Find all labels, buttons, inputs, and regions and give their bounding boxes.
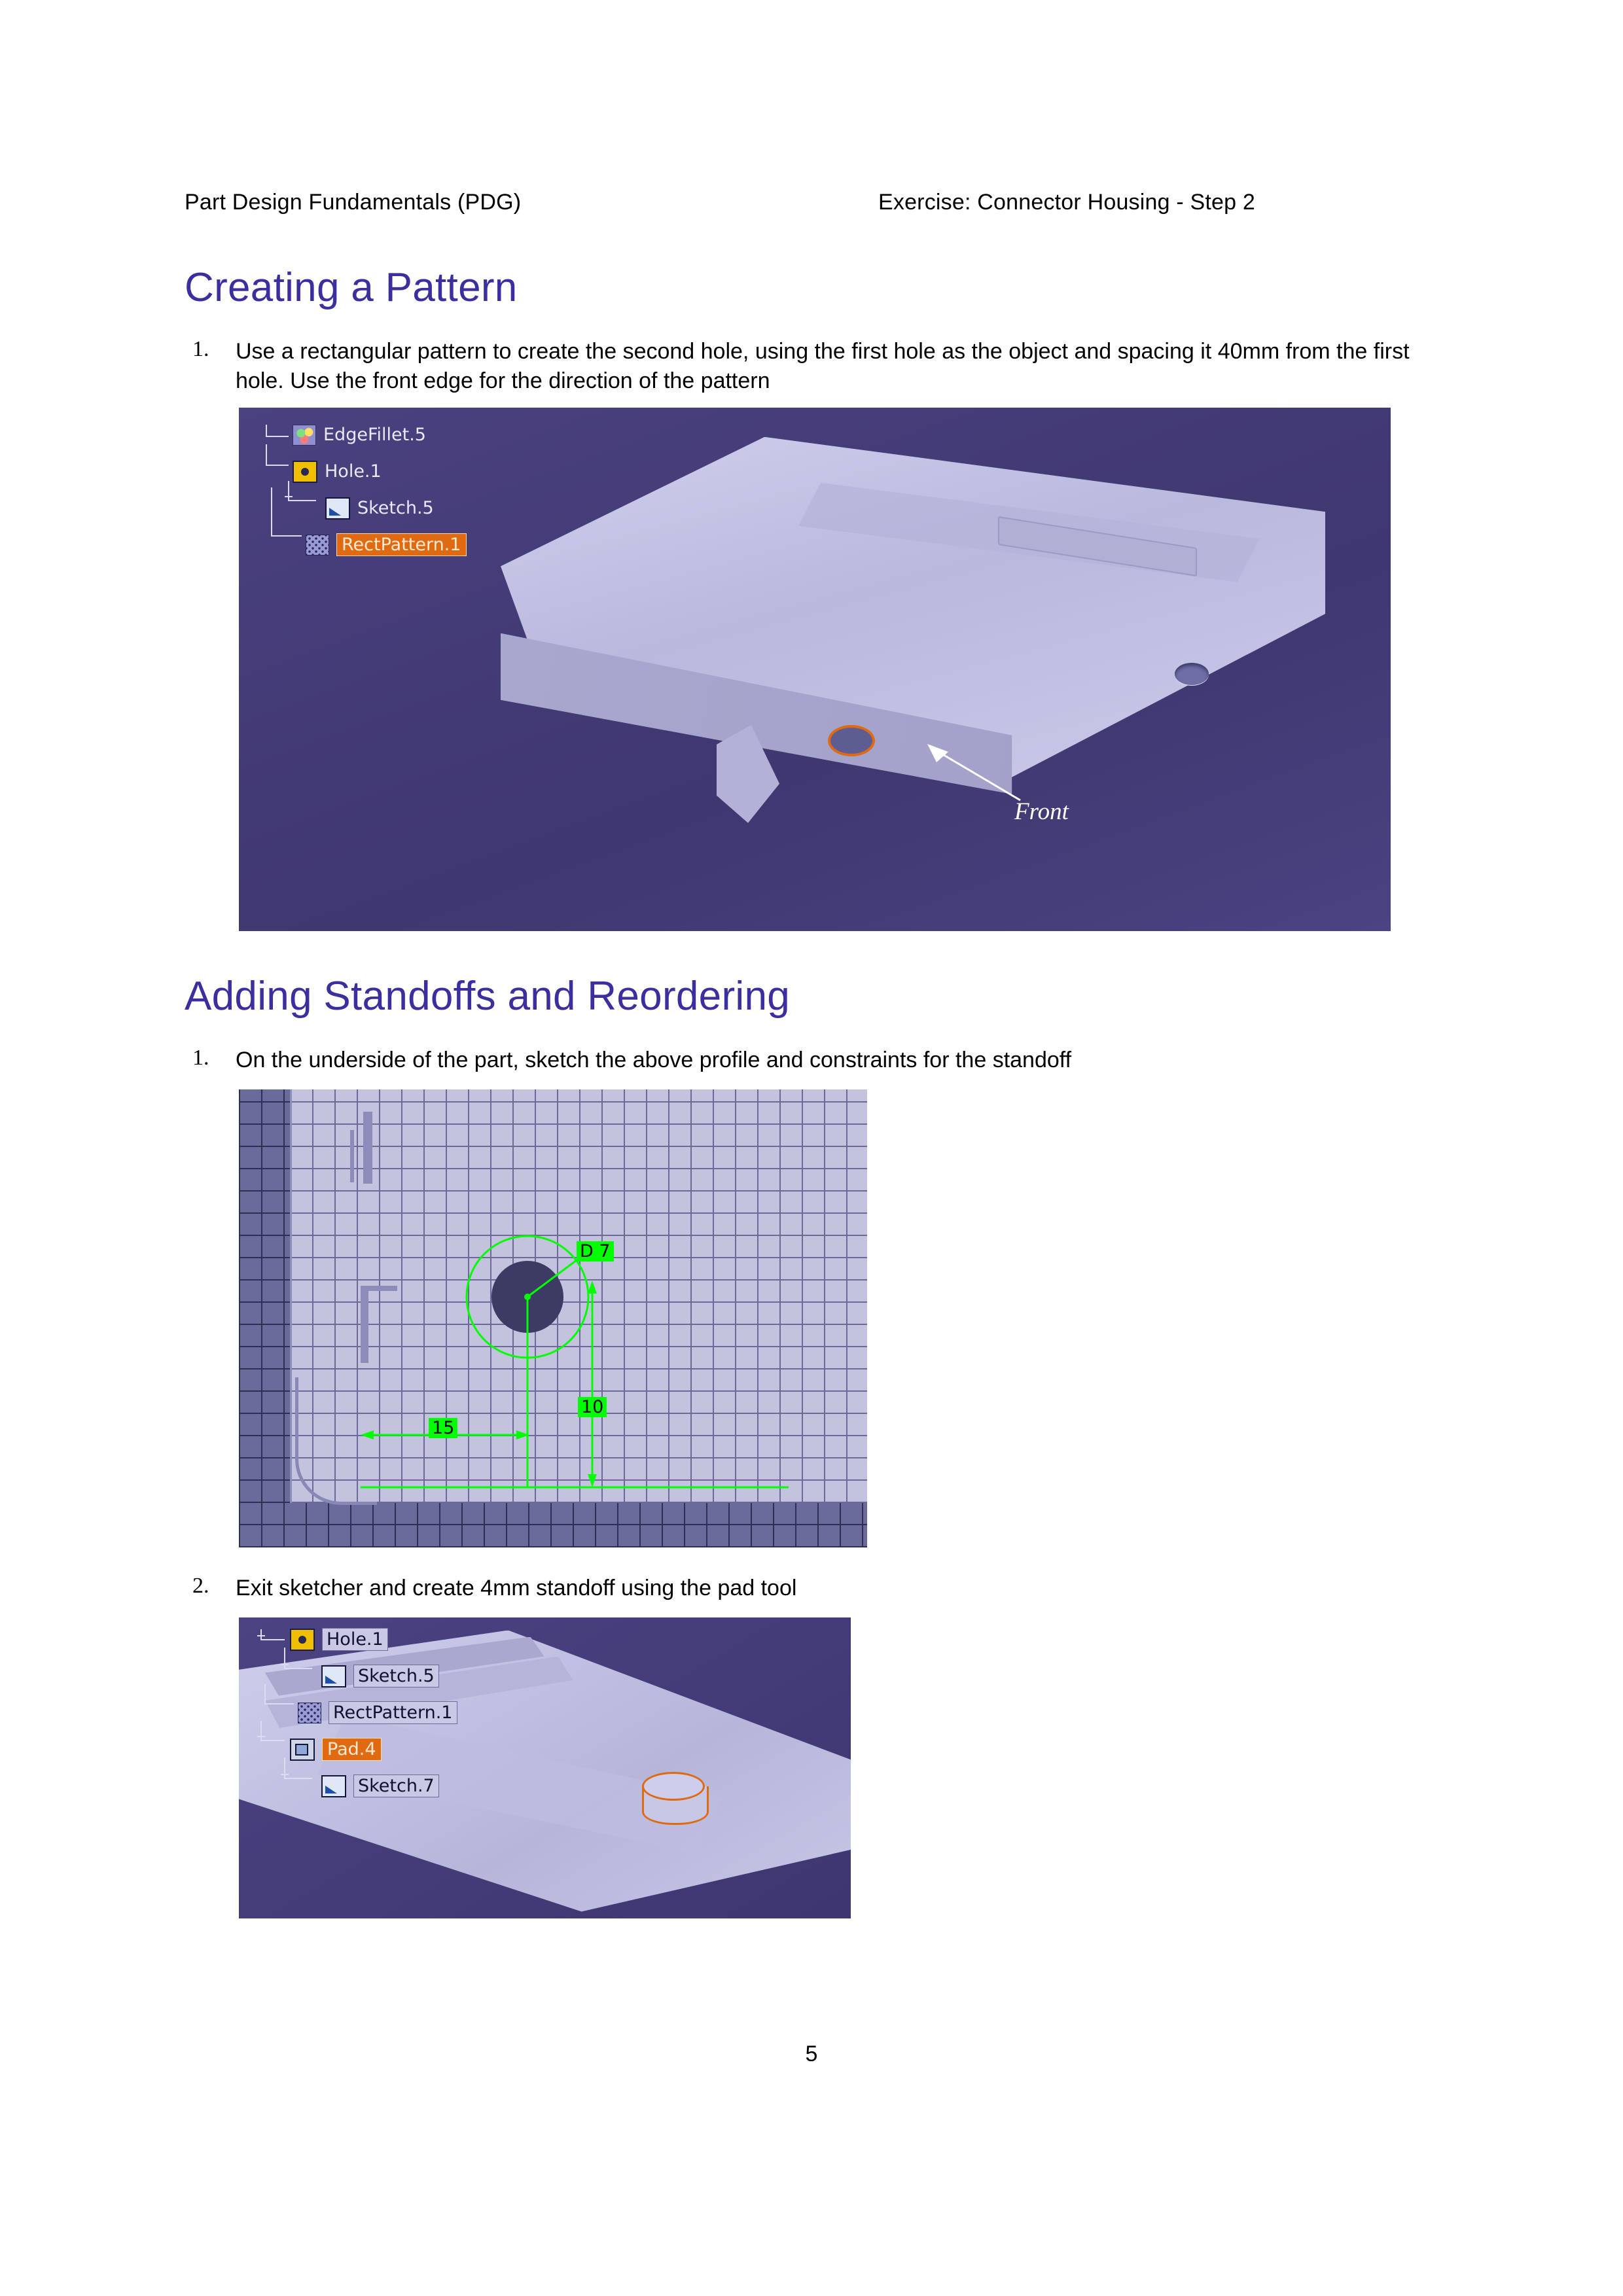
tree-node-label: Hole.1: [325, 461, 382, 482]
tree-node-sketch7[interactable]: [256, 1768, 457, 1805]
step-item: [185, 1574, 1441, 1603]
sketch-icon: [321, 1775, 346, 1797]
header-course-title: Part Design Fundamentals (PDG): [185, 190, 522, 215]
rect-pattern-icon: [306, 535, 329, 556]
header-exercise-title: Exercise: Connector Housing - Step 2: [878, 190, 1256, 215]
dimension-horizontal: 15: [429, 1418, 457, 1438]
tree-node-label: Hole.1: [322, 1628, 388, 1651]
tree-branch-line: [256, 1721, 289, 1754]
dimension-vertical: 10: [578, 1397, 607, 1417]
step-text: On the underside of the part, sketch the above profile and constraints for the standoff: [236, 1047, 1072, 1072]
tree-branch-line: [262, 444, 291, 476]
tree-branch-line: [278, 1648, 321, 1680]
tree-node-edgefillet[interactable]: [262, 417, 467, 453]
standoff-cylinder: [642, 1772, 705, 1832]
sketch-geometry: [239, 1089, 867, 1547]
connector-housing-part: [501, 437, 1364, 895]
section-heading-adding-standoffs: Adding Standoffs and Reordering: [185, 973, 791, 1019]
tree-node-label: RectPattern.1: [329, 1701, 457, 1724]
step-text: Use a rectangular pattern to create the second hole, using the first hole as the object and spacing it 40mm from the first hole. Use the front edge for the direction of the pattern: [236, 339, 1410, 393]
step-number: 1.: [192, 337, 209, 361]
sketch-icon: [325, 497, 350, 520]
second-hole: [1175, 663, 1209, 685]
tree-branch-line: [260, 1684, 298, 1717]
figure-rectangular-pattern: [239, 408, 1391, 931]
tree-branch-line: [278, 1757, 321, 1790]
edge-fillet-icon: [293, 425, 316, 446]
tree-branch-line: [266, 487, 307, 550]
front-edge-arrow-icon: [925, 743, 1023, 803]
page-number: 5: [805, 2041, 818, 2066]
page-content: [185, 190, 1441, 1918]
front-annotation-label: Front: [1014, 798, 1069, 825]
tree-node-label: EdgeFillet.5: [323, 425, 426, 446]
sketch-icon: [321, 1665, 346, 1687]
specification-tree: [256, 1621, 457, 1805]
tree-branch-line: [262, 425, 291, 447]
figure-standoff-sketch: [239, 1089, 867, 1547]
step-text: Exit sketcher and create 4mm standoff using the pad tool: [236, 1575, 797, 1600]
section-heading-creating-a-pattern: Creating a Pattern: [185, 265, 518, 310]
step-number: 2.: [192, 1573, 209, 1598]
standoff-top-face: [642, 1772, 705, 1801]
tree-node-label: Sketch.7: [353, 1775, 439, 1797]
tree-node-label-selected: RectPattern.1: [336, 533, 467, 556]
hole-icon: [293, 461, 317, 483]
dimension-diameter: D 7: [577, 1241, 614, 1262]
tree-node-label: Sketch.5: [357, 498, 434, 519]
tree-node-label-selected: Pad.4: [322, 1738, 382, 1761]
tree-node-label: Sketch.5: [353, 1665, 439, 1687]
specification-tree: [262, 417, 467, 563]
tree-node-rectpattern[interactable]: [262, 527, 467, 563]
step-item: [185, 1046, 1441, 1075]
first-hole-selected: [828, 725, 875, 756]
figure-standoff-pad: [239, 1617, 851, 1918]
step-number: 1.: [192, 1045, 209, 1070]
step-item: [185, 337, 1441, 396]
rect-pattern-icon: [298, 1703, 321, 1723]
document-header: [185, 190, 1441, 215]
